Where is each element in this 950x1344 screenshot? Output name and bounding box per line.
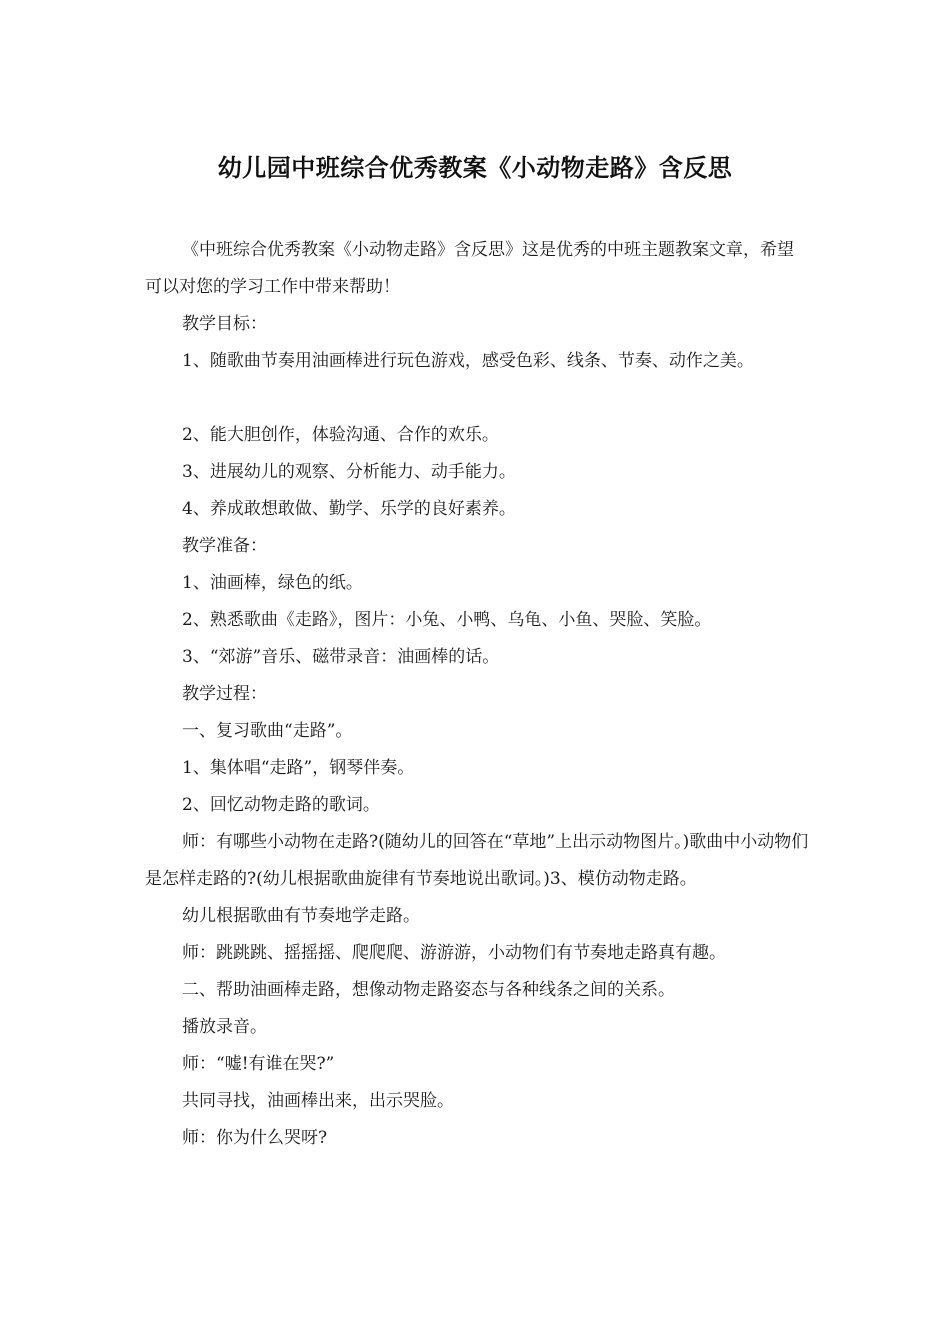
process-paragraph: 播放录音。 xyxy=(182,1017,267,1037)
teacher-dialogue-4: 师：你为什么哭呀? xyxy=(182,1128,328,1148)
blank-line xyxy=(145,380,810,417)
section-heading-goals: 教学目标： xyxy=(182,314,267,334)
prep-item-3: 3、“郊游”音乐、磁带录音：油画棒的话。 xyxy=(182,647,500,667)
document-body xyxy=(145,232,810,1157)
process-paragraph: 幼儿根据歌曲有节奏地学走路。 xyxy=(182,906,420,926)
section-heading-preparation: 教学准备： xyxy=(182,536,267,556)
process-step-1: 一、复习歌曲“走路”。 xyxy=(182,721,353,741)
goal-item-1: 1、随歌曲节奏用油画棒进行玩色游戏，感受色彩、线条、节奏、动作之美。 xyxy=(182,351,754,371)
teacher-dialogue-2: 师：跳跳跳、摇摇摇、爬爬爬、游游游，小动物们有节奏地走路真有趣。 xyxy=(182,943,726,963)
goal-item-3: 3、进展幼儿的观察、分析能力、动手能力。 xyxy=(182,462,516,482)
teacher-dialogue-1: 师：有哪些小动物在走路?(随幼儿的回答在“草地”上出示动物图片。)歌曲中小动物们是怎样走路的?(幼儿根据歌曲旋律有节奏地说出歌词。)3、模仿动物走路。 xyxy=(145,832,809,889)
process-step-2: 二、帮助油画棒走路，想像动物走路姿态与各种线条之间的关系。 xyxy=(182,980,675,1000)
process-step-1-1: 1、集体唱“走路”，钢琴伴奏。 xyxy=(182,758,415,778)
teacher-dialogue-3: 师：“嘘!有谁在哭?” xyxy=(182,1054,335,1074)
prep-item-1: 1、油画棒，绿色的纸。 xyxy=(182,573,363,593)
goal-item-2: 2、能大胆创作，体验沟通、合作的欢乐。 xyxy=(182,425,499,445)
prep-item-2: 2、熟悉歌曲《走路》，图片：小兔、小鸭、乌龟、小鱼、哭脸、笑脸。 xyxy=(182,610,712,630)
section-heading-process: 教学过程： xyxy=(182,684,267,704)
process-paragraph: 共同寻找，油画棒出来，出示哭脸。 xyxy=(182,1091,454,1111)
document-title: 幼儿园中班综合优秀教案《小动物走路》含反思 xyxy=(217,154,733,182)
intro-paragraph: 《中班综合优秀教案《小动物走路》含反思》这是优秀的中班主题教案文章，希望可以对您的学习工作中带来帮助！ xyxy=(145,240,794,297)
process-step-1-2: 2、回忆动物走路的歌词。 xyxy=(182,795,380,815)
goal-item-4: 4、养成敢想敢做、勤学、乐学的良好素养。 xyxy=(182,499,516,519)
